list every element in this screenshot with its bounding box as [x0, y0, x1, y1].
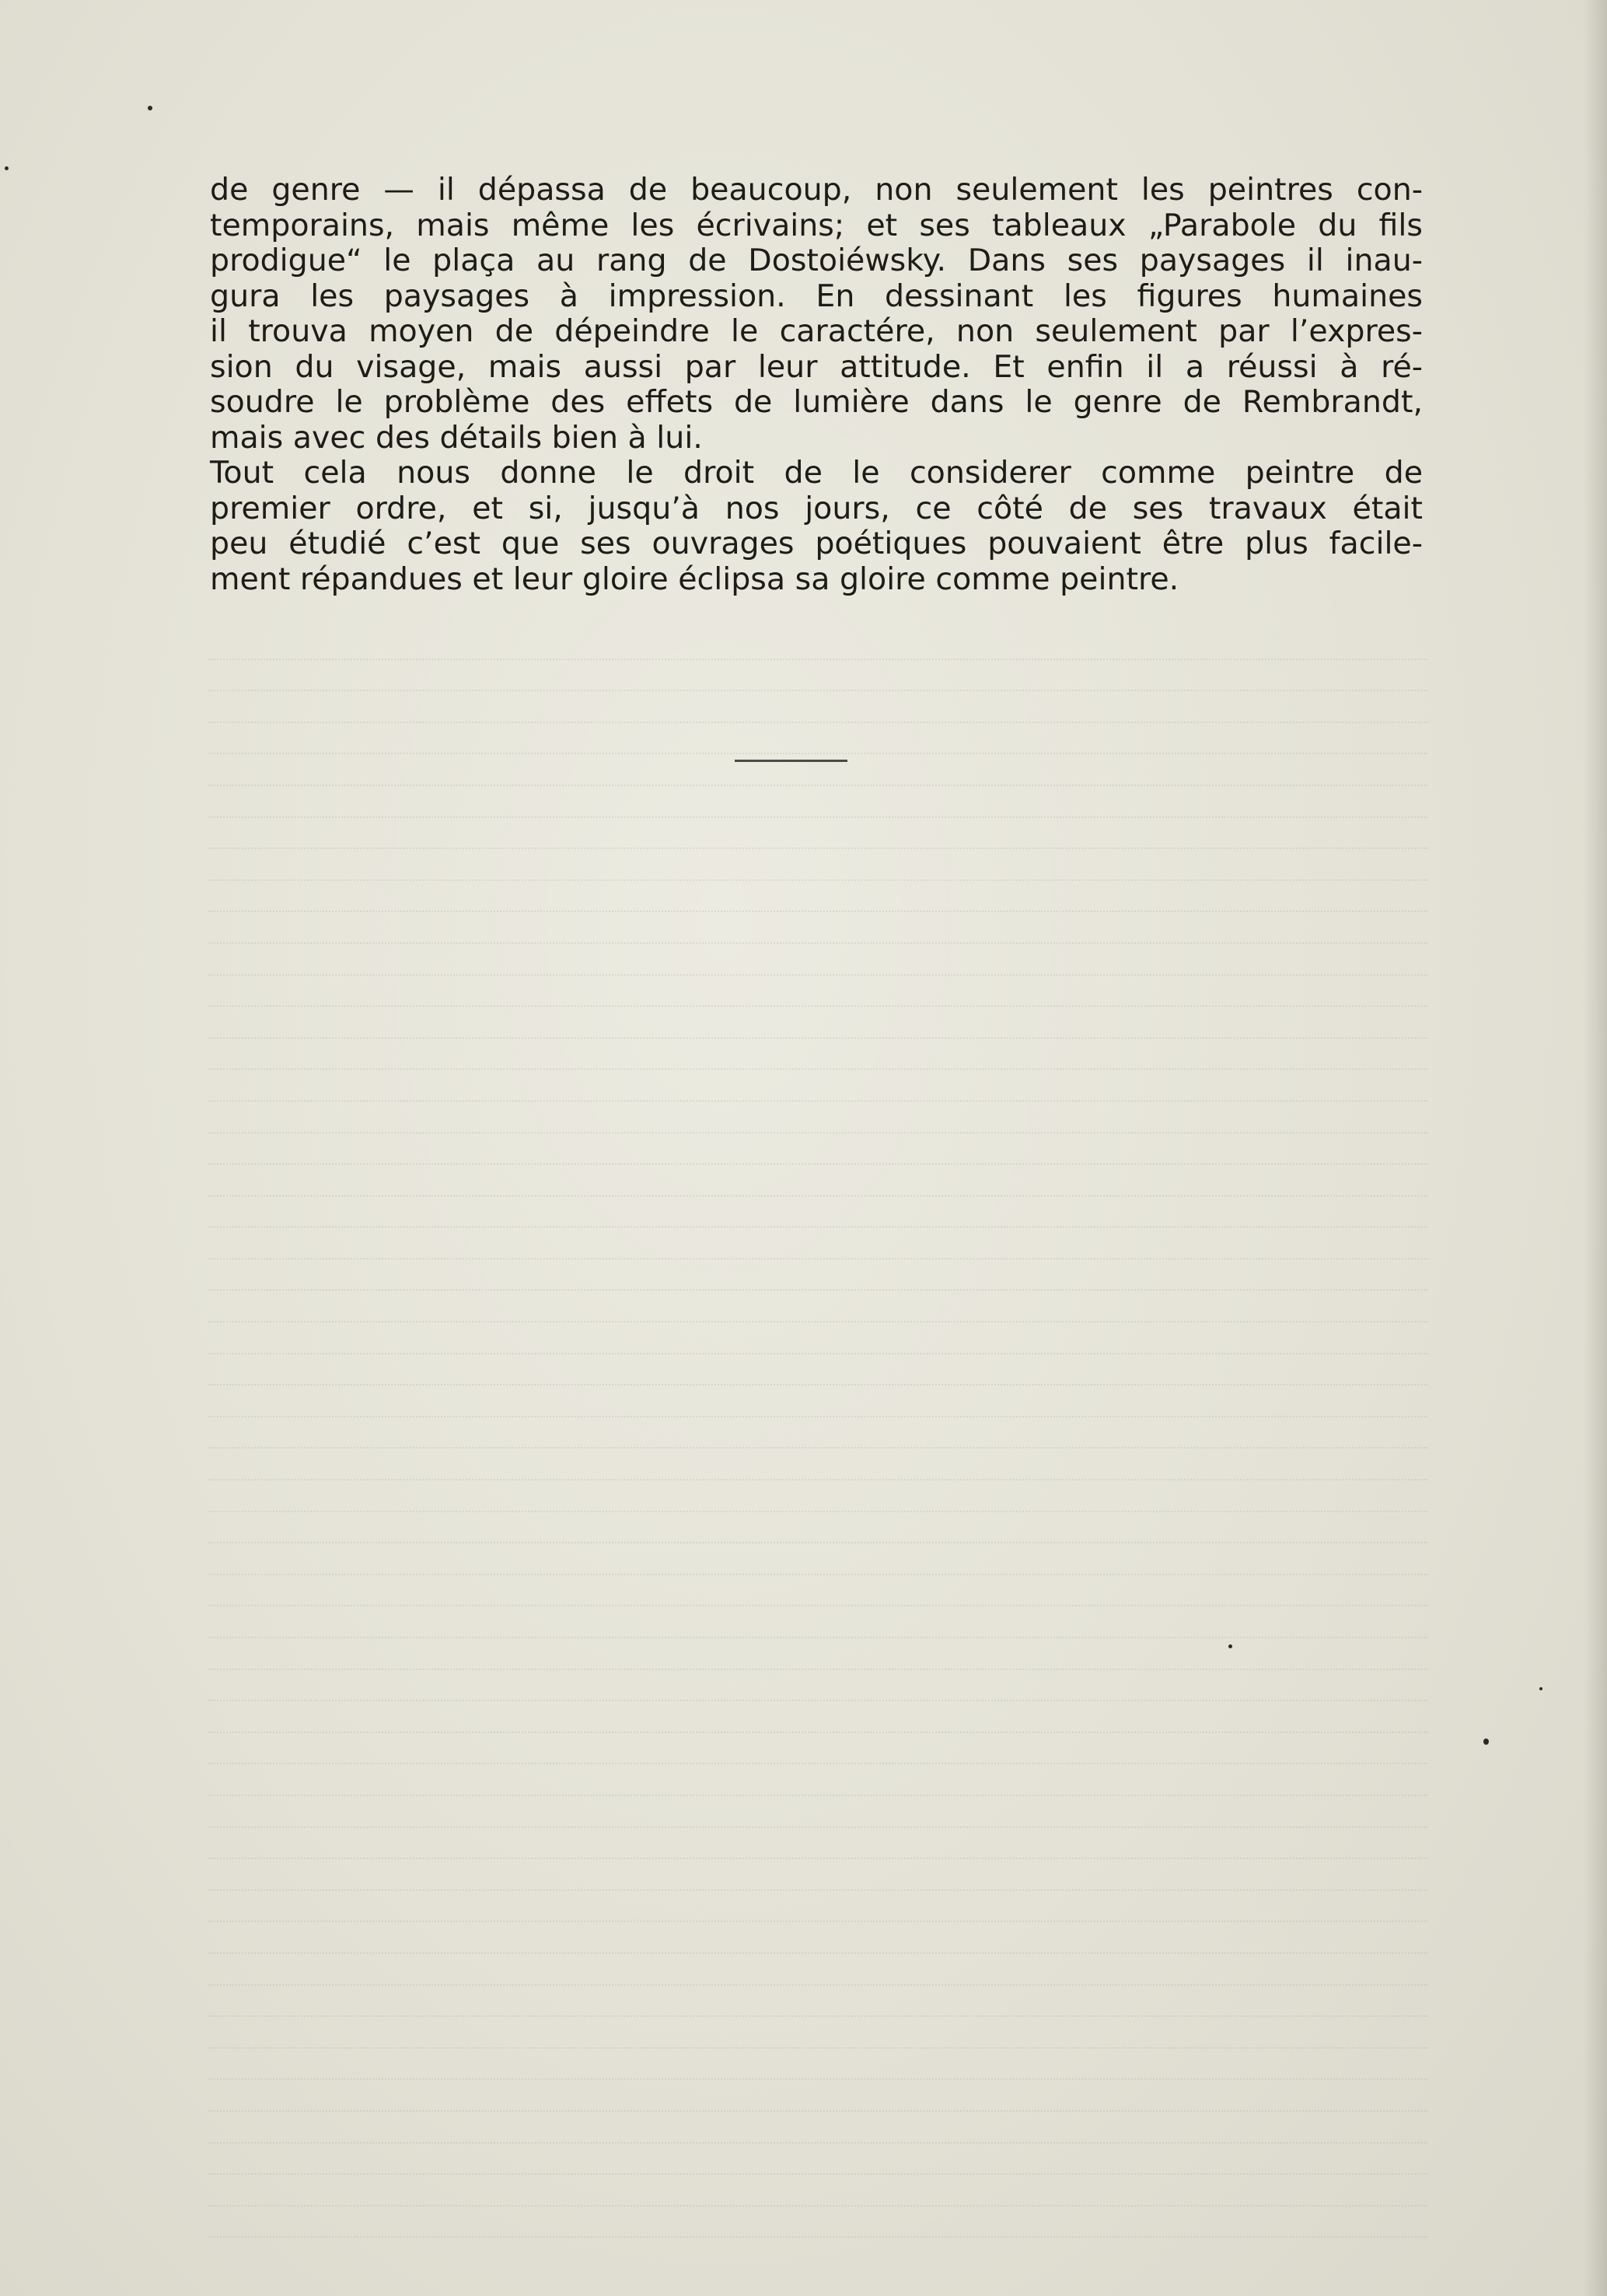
text-line: Tout cela nous donne le droit de le considerer comme peintre de	[210, 455, 1423, 491]
dust-speck	[1483, 1739, 1489, 1745]
text-line: il trouva moyen de dépeindre le caractére, non seulement par l’expres-	[210, 313, 1423, 349]
body-text	[210, 173, 1423, 597]
text-line: gura les paysages à impression. En dessinant les figures humaines	[210, 278, 1423, 314]
text-line: ment répandues et leur gloire éclipsa sa gloire comme peintre.	[210, 561, 1179, 597]
section-divider	[735, 760, 847, 762]
dust-speck	[148, 106, 152, 110]
page-edge-shadow	[1584, 0, 1607, 2296]
text-line: peu étudié c’est que ses ouvrages poétiques pouvaient être plus facile-	[210, 526, 1423, 561]
text-line: premier ordre, et si, jusqu’à nos jours, ce côté de ses travaux était	[210, 490, 1423, 526]
text-line: soudre le problème des effets de lumière dans le genre de Rembrandt,	[210, 384, 1423, 420]
text-line: mais avec des détails bien à lui.	[210, 419, 703, 456]
dust-speck	[5, 166, 9, 170]
text-line: de genre — il dépassa de beaucoup, non seulement les peintres con-	[210, 172, 1423, 208]
dust-speck	[1228, 1644, 1232, 1648]
dust-speck	[1539, 1687, 1542, 1690]
text-line: sion du visage, mais aussi par leur attitude. Et enfin il a réussi à ré-	[210, 348, 1423, 385]
text-line: temporains, mais même les écrivains; et ses tableaux „Parabole du fils	[210, 207, 1423, 243]
show-through-text	[208, 628, 1427, 2238]
text-line: prodigue“ le plaça au rang de Dostoiéwsky. Dans ses paysages il inau-	[210, 243, 1423, 278]
